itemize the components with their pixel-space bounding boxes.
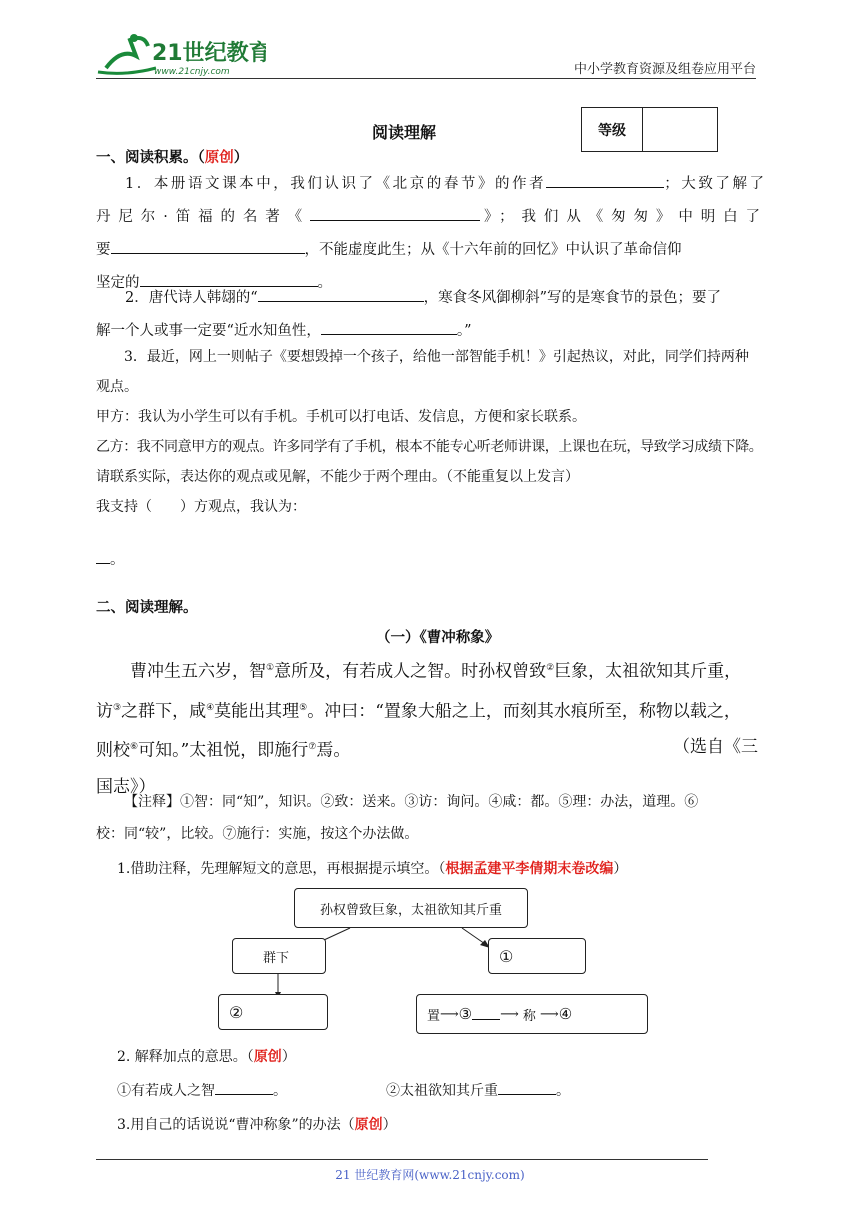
- section2-heading: 二、阅读理解。: [96, 599, 198, 616]
- answer-blank[interactable]: [498, 1080, 556, 1095]
- answer-blank[interactable]: [96, 549, 110, 564]
- platform-name: 中小学教育资源及组卷应用平台: [573, 62, 756, 77]
- q2-item-b: ②太祖欲知其斤重 。: [386, 1080, 570, 1100]
- answer-blank[interactable]: [546, 173, 664, 188]
- answer-blank[interactable]: [111, 239, 305, 254]
- section2-q1: 1.借助注释，先理解短文的意思，再根据提示填空。（根据孟建平李倩期末卷改编）: [117, 861, 628, 877]
- q2-item-a: ①有若成人之智 。: [117, 1080, 287, 1100]
- section1-q2: 2．唐代诗人韩翃的“ ，寒食冬风御柳斜”写的是寒食节的景色；要了 解一个人或事一定要“近水知鱼性， 。”: [96, 282, 764, 348]
- section1-q3: 3．最近，网上一则帖子《要想毁掉一个孩子，给他一部智能手机！》引起热议，对此，同学们持两种 观点。 甲方：我认为小学生可以有手机。手机可以打电话、发信息，方便和家长联系。 乙方：我不同意甲方的观点。许多同学有了手机，根本不能专心听老师讲课，上课也在玩，导致学习成绩下降。 请联系实际，表达你的观点或见解，不能少于两个理由。（不能重复以上发言） 我支持（ ）方观点，我认为：: [96, 349, 763, 515]
- answer-blank[interactable]: [321, 320, 457, 335]
- page-title: 阅读理解: [372, 123, 437, 142]
- classical-passage: 曹冲生五六岁，智①意所及，有若成人之智。时孙权曾致②巨象，太祖欲知其斤重， 访③之群下，咸④莫能出其理⑤。冲曰：“置象大船之上，而刻其水痕所至，称物以载之， 则校⑥可知。”太祖悦，即施行⑦焉。 （选自《三 国志》）: [96, 661, 758, 797]
- logo-title: 21世纪教育: [152, 41, 266, 66]
- answer-blank[interactable]: [215, 1080, 273, 1095]
- section2-q2: 2. 解释加点的意思。（原创）: [117, 1049, 296, 1065]
- diagram-answer-box-2[interactable]: ②: [218, 994, 328, 1030]
- diagram-answer-box-1[interactable]: ①: [488, 938, 586, 974]
- diagram-top-box: 孙权曾致巨象，太祖欲知其斤重: [294, 888, 528, 928]
- logo-url: www.21cnjy.com: [154, 67, 230, 77]
- footer-link[interactable]: 21 世纪教育网(www.21cnjy.com): [335, 1168, 525, 1182]
- flow-diagram: [210, 882, 670, 1042]
- header-divider: [96, 78, 756, 79]
- site-logo: [96, 28, 266, 80]
- original-tag: 原创: [204, 149, 234, 166]
- answer-blank[interactable]: [310, 206, 480, 221]
- answer-blank[interactable]: [258, 287, 424, 302]
- answer-line-end: 。: [96, 548, 125, 569]
- footer-divider: [96, 1159, 708, 1160]
- passage-source: （选自《三: [673, 737, 758, 758]
- grade-box: [581, 107, 718, 152]
- section1-q1: 1．本册语文课本中，我们认识了《北京的春节》的作者 ；大致了解了 丹尼尔·笛福的名著《 》；我们从《匆匆》中明白了 要 ，不能虚度此生；从《十六年前的回忆》中认识了革命信仰 坚定的 。: [96, 168, 764, 300]
- grade-value[interactable]: [643, 108, 717, 151]
- diagram-box-qunxia: 群下: [232, 938, 326, 974]
- grade-label: 等级: [582, 108, 643, 151]
- section2-q3: 3.用自己的话说说“曹冲称象”的办法（原创）: [117, 1117, 397, 1133]
- diagram-method-box: 置 ⟶ ③ ⟶ 称 ⟶ ④: [416, 994, 648, 1034]
- passage-title: （一）《曹冲称象》: [376, 629, 500, 646]
- annotations: 【注释】①智：同“知”，知识。②致：送来。③访：询问。④咸：都。⑤理：办法，道理。⑥ 校：同“较”，比较。⑦施行：实施，按这个办法做。: [96, 794, 699, 842]
- section1-heading: 一、阅读积累。（原创）: [96, 149, 249, 166]
